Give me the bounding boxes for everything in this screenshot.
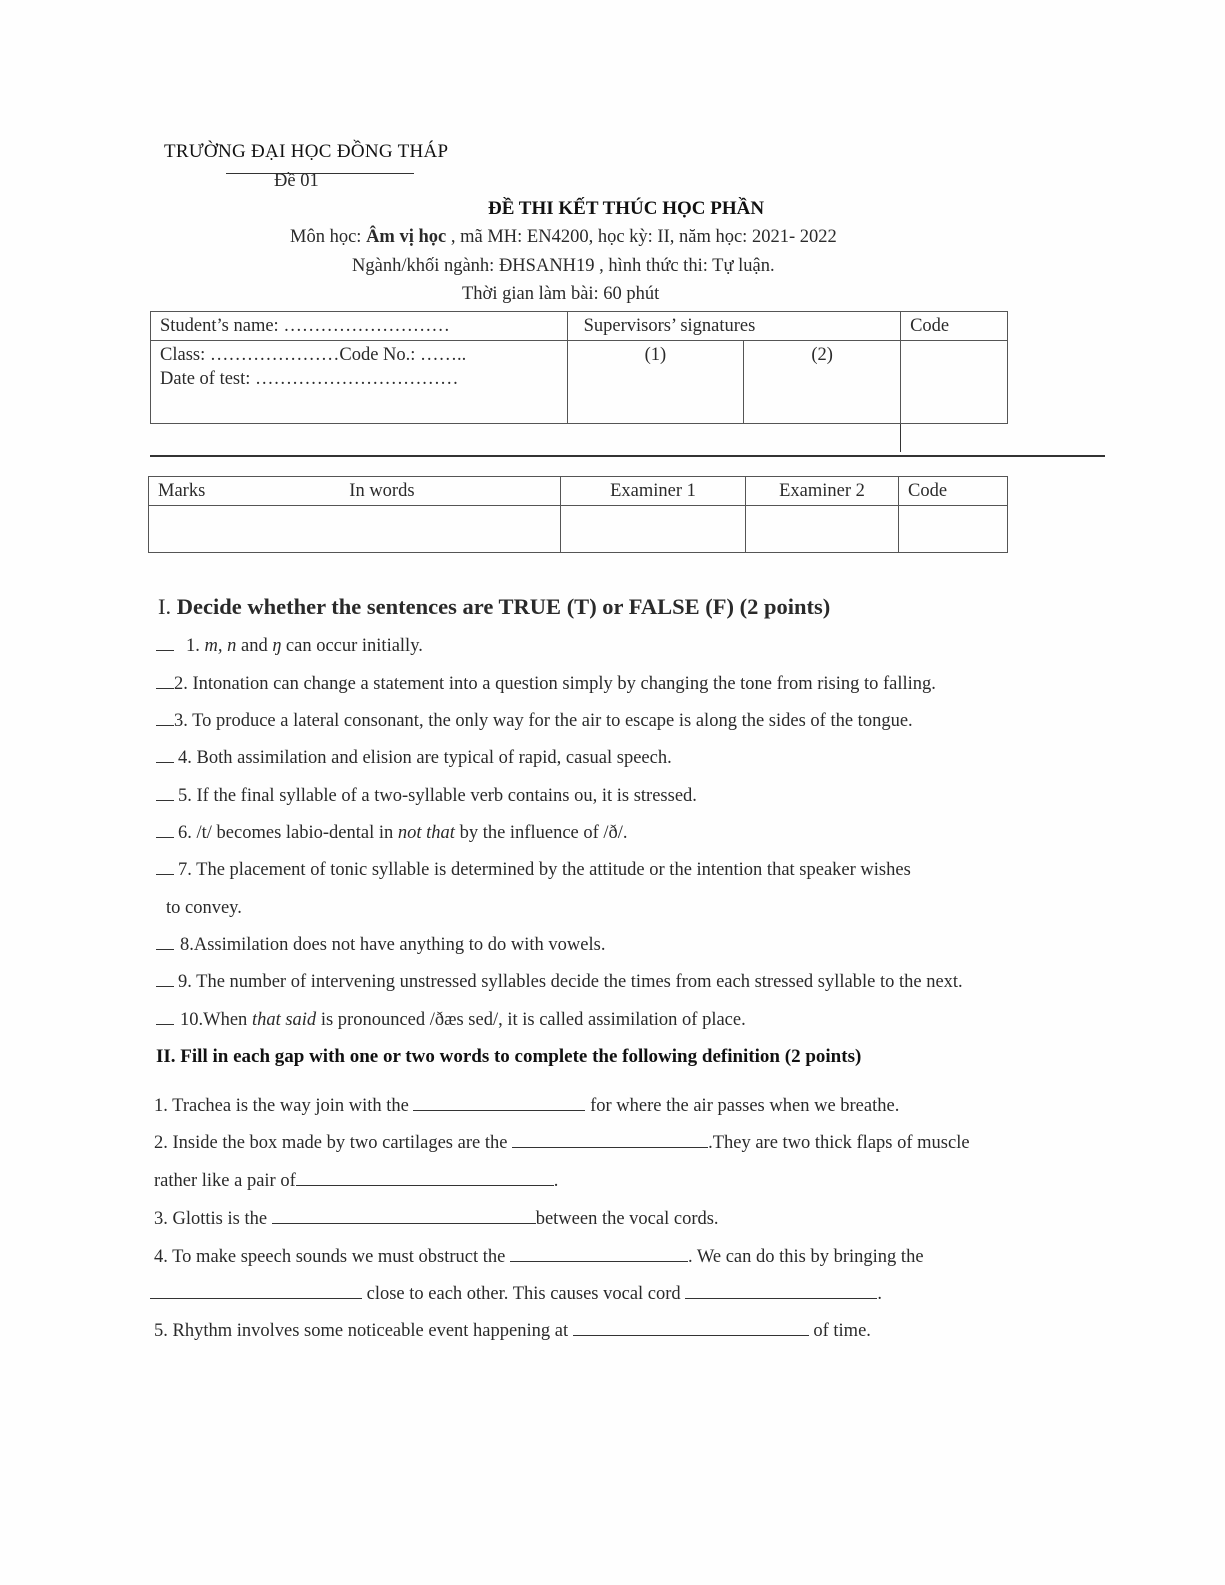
- item-text: 5. If the final syllable of a two-syllable verb contains ou, it is stressed.: [178, 786, 697, 806]
- item-text: by the influence of /ð/.: [454, 823, 628, 843]
- answer-blank[interactable]: [156, 650, 174, 651]
- item-text: 4. Both assimilation and elision are typical of rapid, casual speech.: [178, 748, 672, 768]
- marks-header: [149, 477, 561, 506]
- tf-item: [156, 747, 672, 769]
- supervisors-header: Supervisors’ signatures: [567, 312, 901, 341]
- subject-prefix: Môn học:: [290, 227, 367, 247]
- answer-blank[interactable]: [156, 762, 174, 763]
- item-text: 7. The placement of tonic syllable is determined by the attitude or the intention that speaker wishes: [178, 860, 911, 880]
- item-text: is pronounced /ðæs sed/, it is called assimilation of place.: [316, 1010, 746, 1030]
- item-text: can occur initially.: [281, 636, 423, 656]
- marks-label: Marks: [158, 481, 206, 501]
- section-1-heading: [158, 594, 830, 620]
- item-text: 2. Inside the box made by two cartilages are the: [154, 1133, 513, 1153]
- item-text: for where the air passes when we breathe.: [585, 1096, 900, 1116]
- item-text: .: [877, 1284, 882, 1304]
- student-info-table: [150, 311, 1008, 424]
- item-italic: not that: [397, 823, 455, 843]
- gap-blank[interactable]: [512, 1131, 708, 1148]
- in-words-label: In words: [349, 481, 415, 501]
- class-date-cell: [151, 341, 568, 424]
- fill-item: [154, 1131, 970, 1154]
- duration-line: Thời gian làm bài: 60 phút: [462, 284, 660, 304]
- tf-item: [156, 822, 628, 844]
- major-line: Ngành/khối ngành: ĐHSANH19 , hình thức thi: Tự luận.: [352, 256, 775, 276]
- cut-line: [150, 455, 1105, 457]
- supervisor-1: (1): [567, 341, 744, 424]
- item-text: rather like a pair of: [154, 1171, 296, 1191]
- fill-item-continuation: [150, 1282, 882, 1305]
- item-text: 10.When: [180, 1010, 252, 1030]
- section-title: Decide whether the sentences are TRUE (T) or FALSE (F) (2 points): [176, 594, 831, 619]
- gap-blank[interactable]: [685, 1282, 877, 1299]
- item-text: 1.: [186, 636, 205, 656]
- marks-table: [148, 476, 1008, 553]
- examiner-1-cell: [561, 506, 746, 553]
- tf-item: [156, 1009, 746, 1031]
- item-text: 6. /t/ becomes labio-dental in: [178, 823, 398, 843]
- item-text: 2. Intonation can change a statement into a question simply by changing the tone from rising to falling.: [174, 674, 936, 694]
- item-text: 3. Glottis is the: [154, 1209, 272, 1229]
- answer-blank[interactable]: [156, 986, 174, 987]
- answer-blank[interactable]: [156, 874, 174, 875]
- item-text: 1. Trachea is the way join with the: [154, 1096, 414, 1116]
- item-text: 5. Rhythm involves some noticeable event happening at: [154, 1321, 573, 1341]
- divider: [900, 424, 901, 452]
- tf-item: [156, 635, 423, 657]
- tf-item: [156, 934, 605, 956]
- code-cell: [899, 506, 1008, 553]
- item-text: 8.Assimilation does not have anything to do with vowels.: [180, 935, 606, 955]
- code-header: Code: [901, 312, 1008, 341]
- tf-item-continuation: to convey.: [166, 898, 242, 918]
- fill-item: [154, 1245, 924, 1268]
- exam-title: ĐỀ THI KẾT THÚC HỌC PHẦN: [488, 198, 765, 219]
- code-header: Code: [899, 477, 1008, 506]
- fill-item: [154, 1094, 899, 1117]
- section-number: I.: [158, 594, 177, 619]
- student-name-field: Student’s name: ………………………: [151, 312, 568, 341]
- item-text: . We can do this by bringing the: [687, 1247, 924, 1267]
- divider: [226, 173, 414, 174]
- item-text: 4. To make speech sounds we must obstruct the: [154, 1247, 510, 1267]
- tf-item: [156, 785, 697, 807]
- tf-item: [156, 971, 963, 993]
- date-field: Date of test: ……………………………: [160, 369, 459, 389]
- examiner-1-header: Examiner 1: [561, 477, 746, 506]
- gap-blank[interactable]: [296, 1169, 554, 1186]
- item-italic: ŋ: [272, 636, 282, 656]
- answer-blank[interactable]: [156, 725, 174, 726]
- subject-name: Âm vị học: [366, 227, 447, 247]
- answer-blank[interactable]: [156, 837, 174, 838]
- tf-item: [156, 859, 911, 881]
- gap-blank[interactable]: [272, 1207, 536, 1224]
- subject-suffix: , mã MH: EN4200, học kỳ: II, năm học: 2021- 2022: [446, 227, 837, 247]
- fill-item: [154, 1207, 719, 1230]
- item-text: and: [236, 636, 273, 656]
- item-text: close to each other. This causes vocal cord: [362, 1284, 686, 1304]
- item-text: .: [553, 1171, 559, 1191]
- gap-blank[interactable]: [150, 1282, 362, 1299]
- item-italic: that said: [251, 1010, 317, 1030]
- subject-line: [290, 226, 837, 248]
- answer-blank[interactable]: [156, 800, 174, 801]
- examiner-2-cell: [746, 506, 899, 553]
- item-text: 9. The number of intervening unstressed syllables decide the times from each stressed syllable to the next.: [178, 972, 963, 992]
- marks-cell: [149, 506, 561, 553]
- answer-blank[interactable]: [156, 688, 174, 689]
- item-text: 3. To produce a lateral consonant, the only way for the air to escape is along the sides of the tongue.: [174, 711, 913, 731]
- examiner-2-header: Examiner 2: [746, 477, 899, 506]
- gap-blank[interactable]: [573, 1319, 809, 1336]
- answer-blank[interactable]: [156, 949, 174, 950]
- gap-blank[interactable]: [413, 1094, 585, 1111]
- item-text: between the vocal cords.: [535, 1209, 719, 1229]
- class-field: Class: …………………Code No.: ……..: [160, 345, 467, 365]
- item-text: .They are two thick flaps of muscle: [708, 1133, 970, 1153]
- exam-code: Đề 01: [274, 171, 319, 191]
- item-text: of time.: [808, 1321, 871, 1341]
- gap-blank[interactable]: [510, 1245, 688, 1262]
- answer-blank[interactable]: [156, 1024, 174, 1025]
- section-2-heading: II. Fill in each gap with one or two words to complete the following definition (2 points): [156, 1046, 862, 1067]
- code-cell: [901, 341, 1008, 424]
- fill-item-continuation: [154, 1169, 558, 1192]
- supervisor-2: (2): [744, 341, 901, 424]
- tf-item: [156, 673, 936, 695]
- fill-item: [154, 1319, 871, 1342]
- item-italic: m, n: [204, 636, 237, 656]
- university-name: TRƯỜNG ĐẠI HỌC ĐỒNG THÁP: [164, 141, 449, 162]
- tf-item: [156, 710, 913, 732]
